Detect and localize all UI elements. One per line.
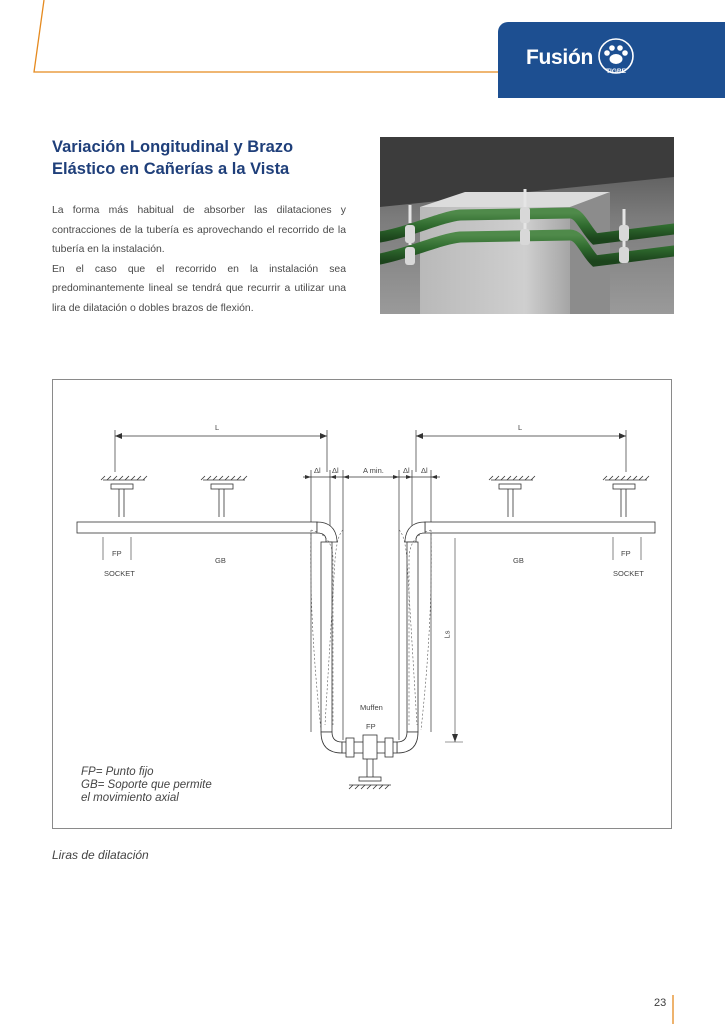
brand-name: Fusión <box>526 46 594 69</box>
label-fp-bottom: FP <box>366 722 376 731</box>
label-gb-right: GB <box>513 556 524 565</box>
dim-label-delta-l-4: Δl <box>421 466 428 475</box>
diagram-legend <box>81 766 212 805</box>
figure-caption: Liras de dilatación <box>52 848 149 862</box>
brand-sub: TIGRE <box>606 68 626 75</box>
dim-label-ls: Ls <box>442 630 452 639</box>
dim-label-L-right: L <box>518 423 523 432</box>
intro-text <box>52 201 346 319</box>
label-socket-right: SOCKET <box>613 569 644 578</box>
dim-label-delta-l-1: Δl <box>314 466 321 475</box>
label-socket-left: SOCKET <box>104 569 135 578</box>
dim-label-delta-l-2: Δl <box>332 466 339 475</box>
intro-paragraph-2: En el caso que el recorrido en la instalación sea predominantemente lineal se tendrá que recurrir a utilizar una lira de dilatación o dobles brazos de flexión. <box>52 263 346 314</box>
page-number: 23 <box>654 997 667 1009</box>
diagram-drawing <box>53 380 673 830</box>
tiger-paw-logo-icon <box>596 37 636 77</box>
pipe-installation-photo <box>380 137 674 314</box>
brand-banner <box>498 22 725 98</box>
legend-line-1: FP= Punto fijo <box>81 766 154 778</box>
intro-paragraph-1: La forma más habitual de absorber las dilataciones y contracciones de la tubería es aprovechando el recorrido de la tubería en la instalación. <box>52 205 346 256</box>
legend-line-2: GB= Soporte que permite <box>81 779 212 791</box>
label-fp-left: FP <box>112 549 122 558</box>
section-title <box>52 136 352 180</box>
section-title-line1: Variación Longitudinal y Brazo <box>52 138 294 156</box>
legend-line-3: el movimiento axial <box>81 792 179 804</box>
section-title-line2: Elástico en Cañerías a la Vista <box>52 160 290 178</box>
label-fp-right: FP <box>621 549 631 558</box>
dim-label-delta-l-3: Δl <box>403 466 410 475</box>
label-gb-left: GB <box>215 556 226 565</box>
dim-label-a-min: A min. <box>363 466 384 475</box>
label-muffen: Muffen <box>360 703 383 712</box>
dim-label-L-left: L <box>215 423 220 432</box>
expansion-loop-diagram <box>52 379 672 829</box>
